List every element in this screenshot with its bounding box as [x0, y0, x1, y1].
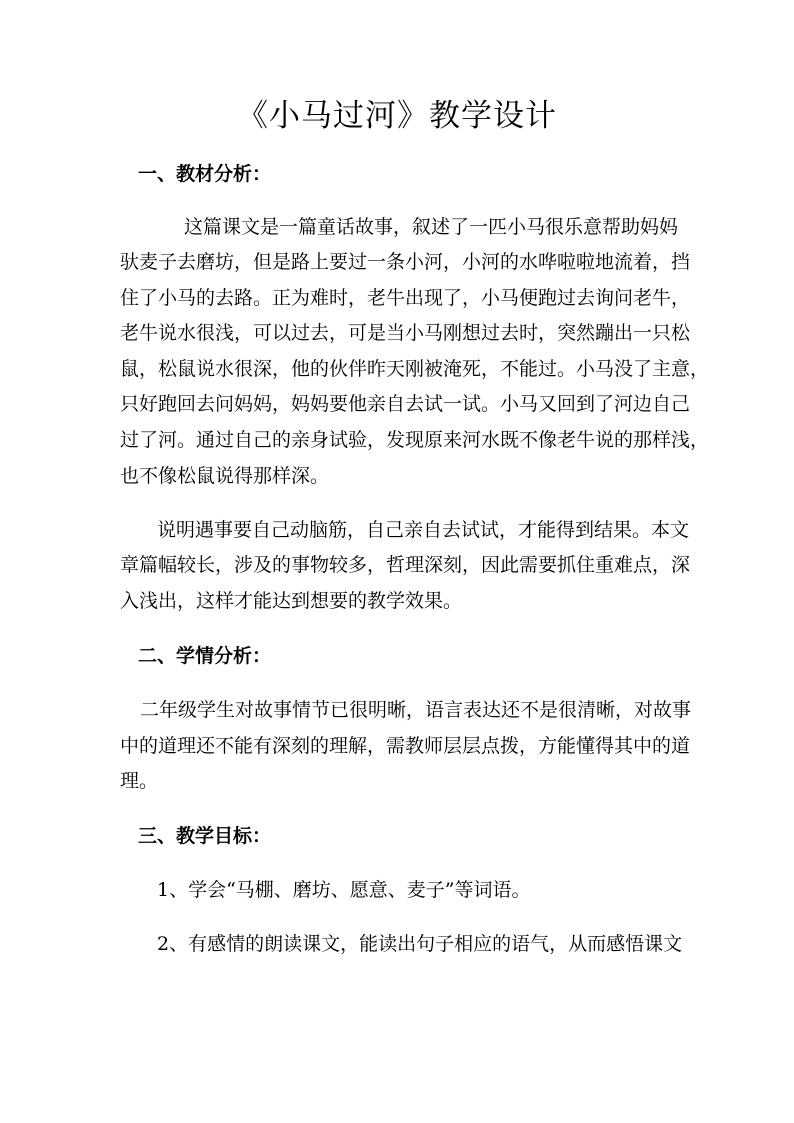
section-heading-student-analysis: 二、学情分析：	[138, 645, 272, 667]
paragraph-line: 老牛说水很浅，可以过去，可是当小马刚想过去时，突然蹦出一只松	[120, 322, 691, 344]
section-heading-textbook-analysis: 一、教材分析：	[138, 163, 272, 185]
paragraph-line: 中的道理还不能有深刻的理解，需教师层层点拨，方能懂得其中的道	[120, 735, 691, 757]
paragraph-line: 章篇幅较长，涉及的事物较多，哲理深刻，因此需要抓住重难点，深	[120, 554, 691, 576]
paragraph-line: 鼠，松鼠说水很深，他的伙伴昨天刚被淹死，不能过。小马没了主意，	[120, 358, 710, 380]
paragraph-line: 住了小马的去路。正为难时，老牛出现了，小马便跑过去询问老牛，	[120, 287, 691, 309]
paragraph-line: 二年级学生对故事情节已很明晰，语言表达还不是很清晰，对故事	[140, 699, 692, 721]
paragraph-line: 过了河。通过自己的亲身试验，发现原来河水既不像老牛说的那样浅，	[120, 429, 710, 451]
section-heading-teaching-goals: 三、教学目标：	[138, 825, 272, 847]
paragraph-line: 只好跑回去问妈妈，妈妈要他亲自去试一试。小马又回到了河边自己	[120, 393, 691, 415]
paragraph-line: 驮麦子去磨坊，但是路上要过一条小河，小河的水哗啦啦地流着，挡	[120, 251, 691, 273]
paragraph-line: 理。	[120, 770, 159, 792]
paragraph-line: 入浅出，这样才能达到想要的教学效果。	[120, 590, 463, 612]
paragraph-line: 也不像松鼠说得那样深。	[120, 465, 330, 487]
goal-item: 1、学会“马棚、磨坊、愿意、麦子”等词语。	[157, 879, 531, 901]
paragraph-line: 这篇课文是一篇童话故事，叙述了一匹小马很乐意帮助妈妈	[184, 216, 679, 238]
paragraph-line: 说明遇事要自己动脑筋，自己亲自去试试，才能得到结果。本文	[157, 519, 690, 541]
goal-item: 2、有感情的朗读课文，能读出句子相应的语气，从而感悟课文	[157, 933, 683, 955]
document-title: 《小马过河》教学设计	[237, 98, 557, 134]
